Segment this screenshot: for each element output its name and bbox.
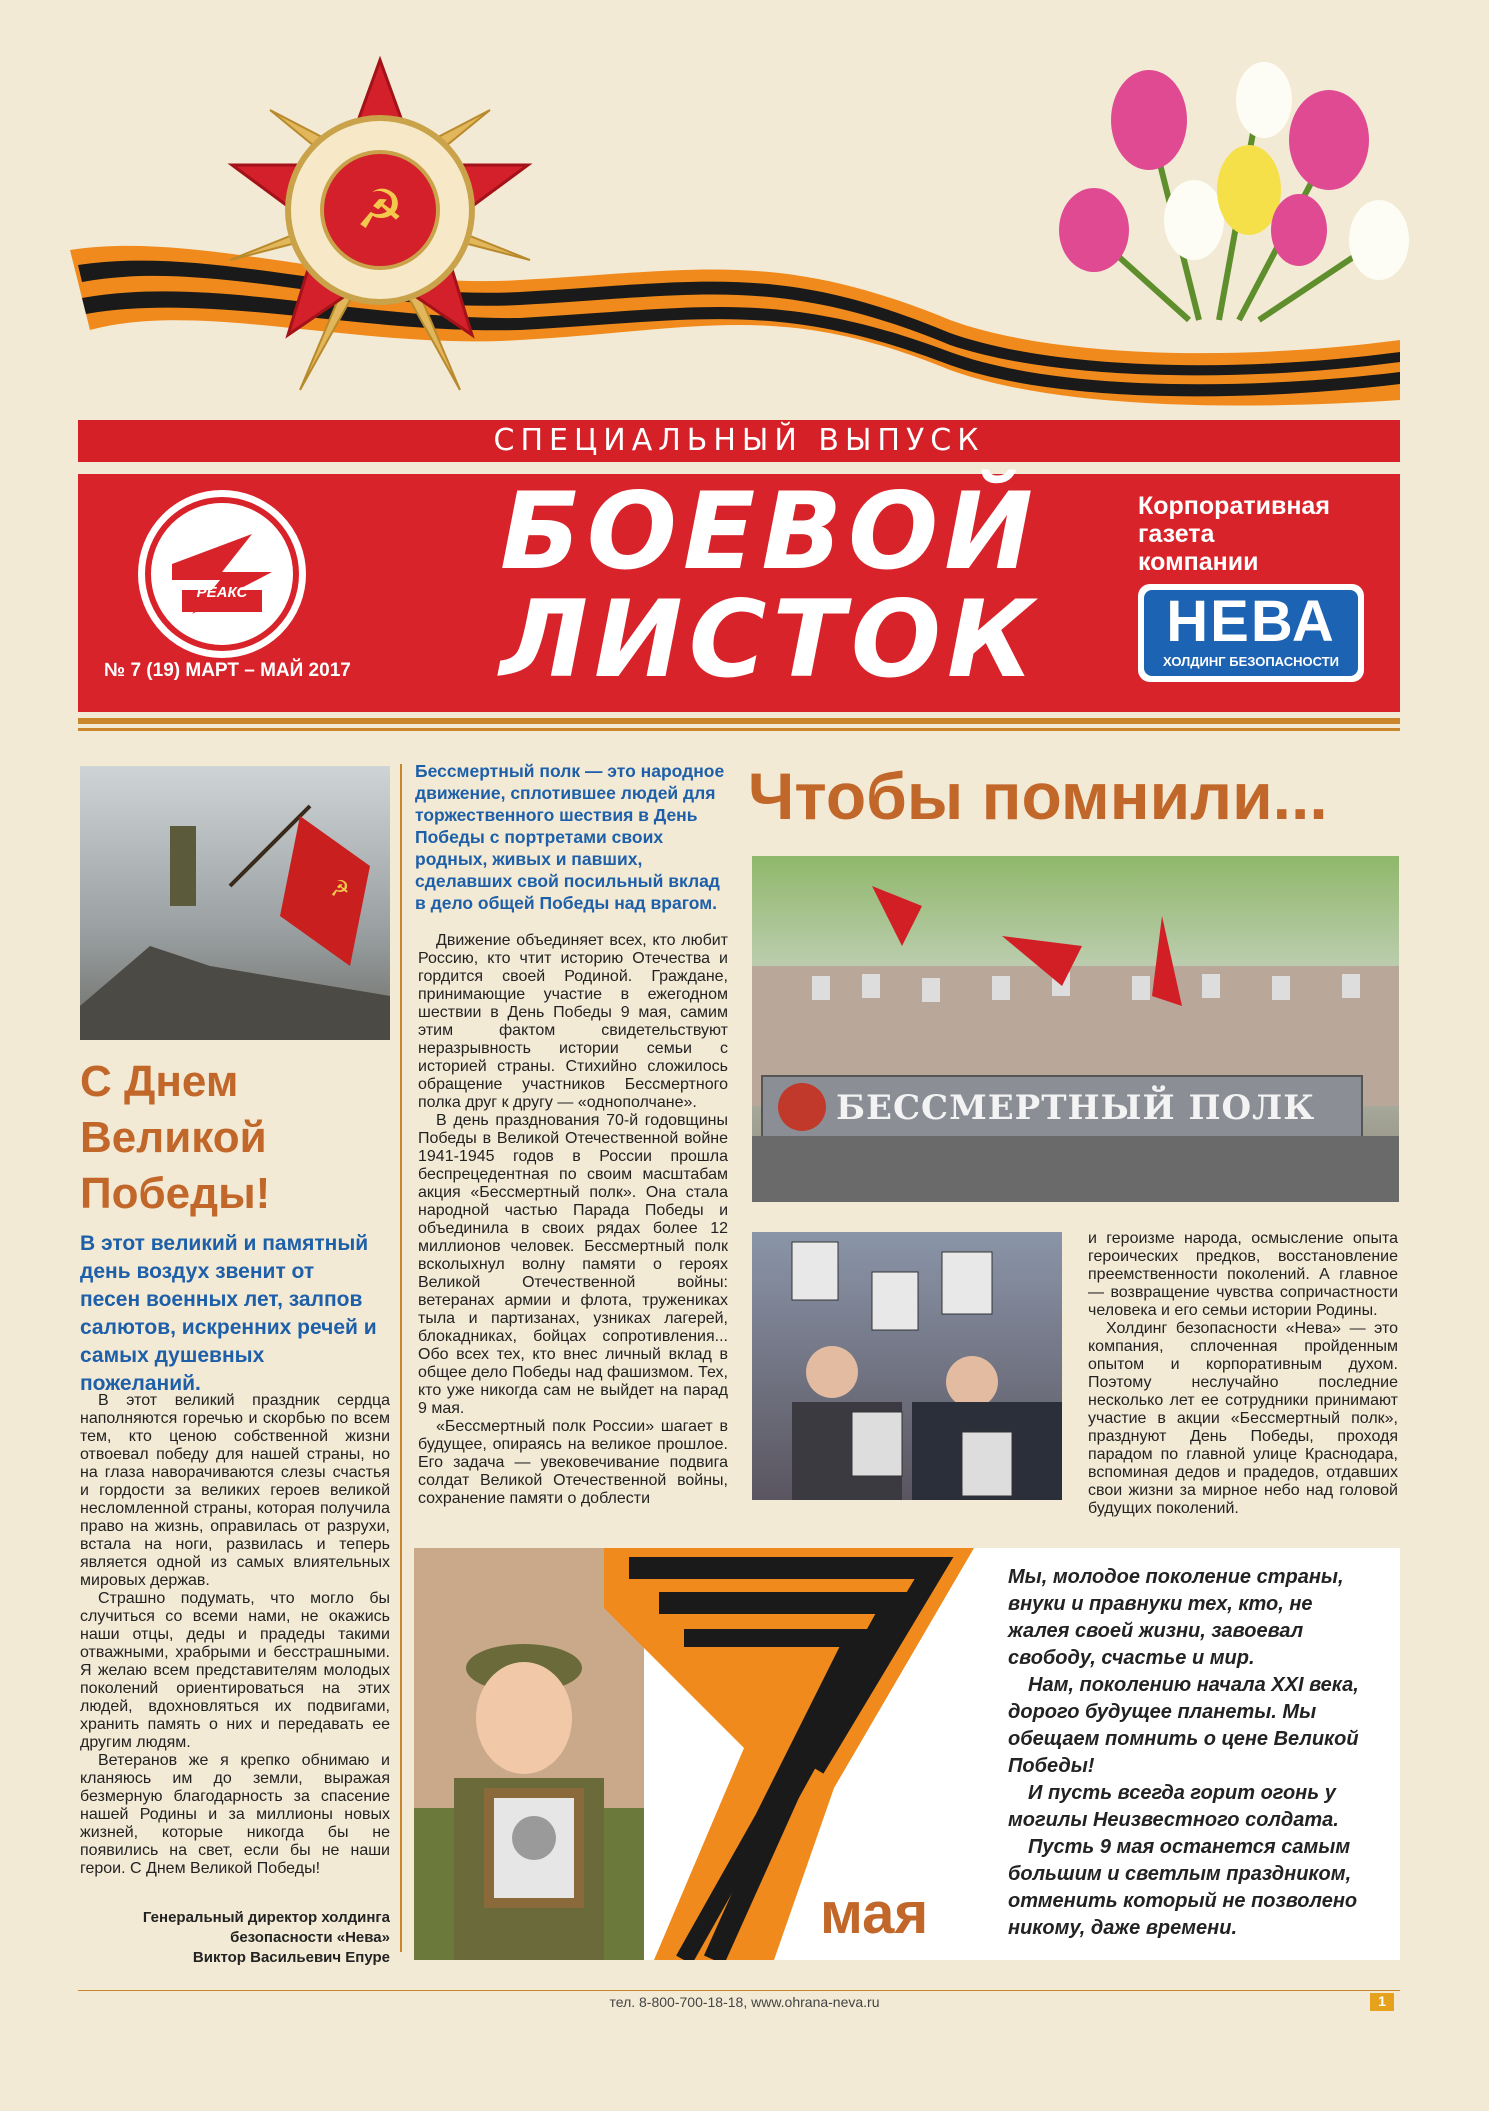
left-article-body — [80, 1392, 390, 1878]
paragraph: Холдинг безопасности «Нева» — это компания, сплоченная пройденным опытом и корпоративным духом. Поэтому неслучайно последние несколько лет ее сотрудники принимают участие в акции «Бессмертный полк», празднуют День Победы, проходя парадом по главной улице Краснодара, вспоминая дедов и прадедов, отдавших свои жизни за мирное небо над головой будущих поколений. — [1088, 1320, 1398, 1517]
paragraph: Страшно подумать, что могло бы случиться со всеми нами, не окажись наши отцы, деды и прадеды такими отважными, храбрыми и бесстрашными. Я желаю всем представителям молодых поколений ориентироваться на этих людей, вдохновляться их подвигами, хранить память о них и передавать ее другим людям. — [80, 1590, 390, 1751]
title-line-1: БОЕВОЙ — [500, 470, 1039, 593]
corp-line-2: газета — [1138, 520, 1215, 548]
title-line: Победы! — [80, 1169, 271, 1218]
paragraph: и героизме народа, осмысление опыта героических предков, восстановление преемственности поколений. А главное — возвращение чувства сопричастности человека и его семьи истории Родины. — [1088, 1230, 1398, 1319]
svg-text:☭: ☭ — [355, 178, 405, 241]
issue-number: № 7 (19) МАРТ – МАЙ 2017 — [104, 660, 351, 681]
masthead-underline — [78, 718, 1400, 724]
paragraph: «Бессмертный полк России» шагает в будущее, опираясь на великое прошлое. Его задача — увековечивание подвига солдат Великой Отечественной войны, сохранение памяти о доблести — [418, 1418, 728, 1507]
paragraph: Ветеранов же я крепко обнимаю и кланяюсь им до земли, выражая безмерную благодарность за спасение нашей Родины и за миллионы новых жизней, которые никогда бы не появились на свет, если бы не наши герои. С Днем Великой Победы! — [80, 1752, 390, 1877]
signature-line: Генеральный директор холдинга — [142, 1909, 390, 1926]
corp-line-1: Корпоративная — [1138, 492, 1330, 520]
immortal-regiment-banner: БЕССМЕРТНЫЙ ПОЛК — [836, 1088, 1316, 1128]
neva-logo-subtitle: ХОЛДИНГ БЕЗОПАСНОСТИ — [1163, 654, 1339, 669]
headline: Чтобы помнили... — [748, 759, 1328, 833]
newspaper-title — [500, 470, 1060, 701]
paragraph: В день празднования 70-й годовщины Победы в Великой Отечественной войне 1941-1945 годов в России прошла беспрецедентная по своим масштабам акция «Бессмертный полк». Она стала народной частью Парада Победы и объединила в своих рядах более 12 миллионов человек. Бессмертный полк всколыхнул волну памяти о героях Великой Отечественной войны: ветеранах армии и флота, тружениках тыла и партизанах, узниках лагерей, блокадниках, бойцах сопротивления... Обо всех тех, кто внес личный вклад в общее дело Победы над фашизмом. Тех, кто уже никогда сам не выйдет на парад 9 мая. — [418, 1112, 728, 1417]
poem-stanza: Мы, молодое поколение страны, внуки и правнуки тех, кто, не жалея своей жизни, завоевал свободу, счастье и мир. — [1008, 1566, 1344, 1669]
poem-stanza: Пусть 9 мая останется самым большим и светлым праздником, отменить который не позволено никому, даже времени. — [1008, 1836, 1358, 1939]
neva-logo — [1138, 584, 1364, 682]
reaks-logo — [138, 490, 306, 658]
paragraph: Движение объединяет всех, кто любит Россию, кто чтит историю Отечества и гордится своей Родиной. Граждане, принимающие участие в ежегодном шествии в День Победы 9 мая, самим этим фактом свидетельствуют неразрывность истории семьи с историей страны. Стихийно сложилось обращение участников Бессмертного полка друг к другу — «однополчане». — [418, 932, 728, 1111]
immortal-regiment-lead: Бессмертный полк — это народное движение, сплотившее людей для торжественного шествия в День Победы с портретами своих родных, живых и павших, сделавших свой посильный вклад в дело общей Победы над врагом. — [415, 761, 725, 913]
signature-line: Виктор Васильевич Епуре — [192, 1949, 390, 1966]
footer-rule — [78, 1990, 1400, 1991]
may-word: мая — [820, 1881, 929, 1946]
title-line: С Днем — [80, 1057, 239, 1106]
paragraph: В этот великий праздник сердца наполняются горечью и скорбью по всем тем, кто ценою собственной жизни отвоевал победу для нашей страны, но на глаза наворачиваются слезы счастья и гордости за великих героев великой несломленной страны, которая получила право на жизнь, оправилась от разрухи, встала на ноги, развилась и теперь является одной из самых влиятельных мировых держав. — [80, 1392, 390, 1589]
svg-text:☭: ☭ — [330, 877, 350, 902]
signature-line: безопасности «Нева» — [230, 1929, 390, 1946]
right-article-body — [1088, 1230, 1398, 1518]
tulips-illustration — [999, 60, 1429, 360]
reaks-logo-text: РЕАКС — [196, 584, 248, 601]
reichstag-flag-photo — [80, 766, 390, 1040]
poem-stanza: Нам, поколению начала XXI века, дорого будущее планеты. Мы обещаем помнить о цене Великой Победы! — [1008, 1674, 1359, 1777]
victory-day-title — [80, 1054, 270, 1222]
masthead-underline-thin — [78, 728, 1400, 731]
title-line-2: ЛИСТОК — [500, 578, 1040, 701]
signature — [100, 1908, 390, 1968]
corporate-caption — [1138, 492, 1330, 576]
left-lead: В этот великий и памятный день воздух звенит от песен военных лет, залпов салютов, искренних речей и самых душевных пожеланий. — [80, 1232, 377, 1395]
neva-logo-word: НЕВА — [1166, 589, 1336, 654]
poem-stanza: И пусть всегда горит огонь у могилы Неизвестного солдата. — [1008, 1782, 1339, 1831]
middle-article-body — [418, 932, 728, 1508]
parade-photo — [752, 856, 1399, 1202]
column-divider — [400, 764, 402, 1952]
title-line: Великой — [80, 1113, 267, 1162]
page-number: 1 — [1370, 1993, 1394, 2011]
special-issue-strip: СПЕЦИАЛЬНЫЙ ВЫПУСК — [78, 420, 1400, 462]
pledge-poem — [1008, 1564, 1370, 1942]
footer-contact: тел. 8-800-700-18-18, www.ohrana-neva.ru — [609, 1994, 880, 2010]
putin-portrait-photo — [752, 1232, 1062, 1500]
corp-line-3: компании — [1138, 548, 1259, 576]
